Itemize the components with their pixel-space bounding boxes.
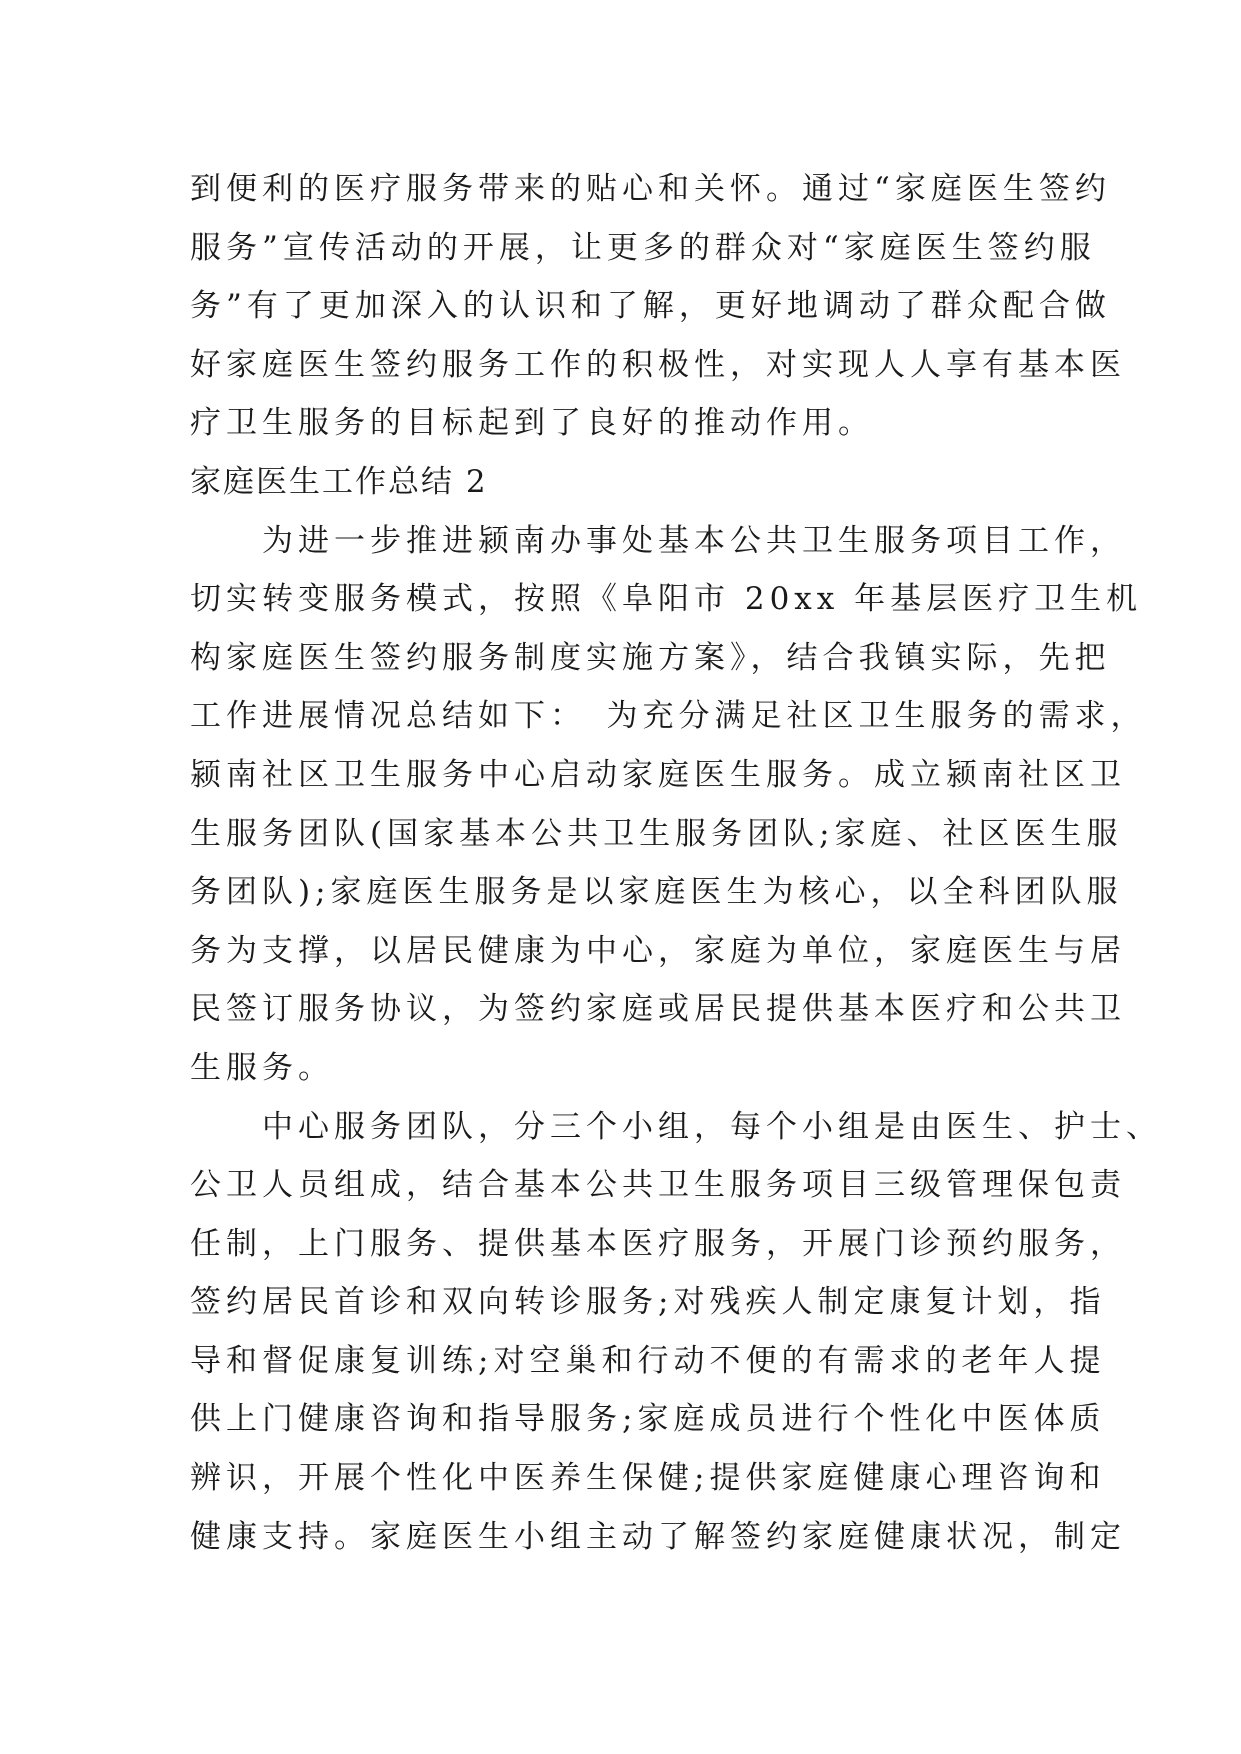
text-line: 疗卫生服务的目标起到了良好的推动作用。 — [190, 405, 874, 442]
paragraph-1 — [190, 512, 1147, 1098]
text-line: 辨识，开展个性化中医养生保健;提供家庭健康心理咨询和 — [190, 1460, 1106, 1497]
text-line: 构家庭医生签约服务制度实施方案》，结合我镇实际，先把 — [190, 639, 1111, 676]
paragraph-continuation — [190, 160, 1126, 453]
text-line: 服务”宣传活动的开展，让更多的群众对“家庭医生签约服 — [190, 229, 1096, 266]
text-line: 生服务团队(国家基本公共卫生服务团队;家庭、社区医生服 — [190, 815, 1123, 852]
text-line: 签约居民首诊和双向转诊服务;对残疾人制定康复计划，指 — [190, 1284, 1106, 1321]
text-line: 任制，上门服务、提供基本医疗服务，开展门诊预约服务， — [190, 1225, 1126, 1262]
text-line: 供上门健康咨询和指导服务;家庭成员进行个性化中医体质 — [190, 1401, 1106, 1438]
paragraph-2 — [190, 1098, 1162, 1567]
text-line: 公卫人员组成，结合基本公共卫生服务项目三级管理保包责 — [190, 1167, 1126, 1204]
text-line: 健康支持。家庭医生小组主动了解签约家庭健康状况，制定 — [190, 1518, 1126, 1555]
section-heading: 家庭医生工作总结 2 — [190, 463, 488, 500]
text-line: 中心服务团队，分三个小组，每个小组是由医生、护士、 — [190, 1108, 1162, 1145]
text-line: 务为支撑，以居民健康为中心，家庭为单位，家庭医生与居 — [190, 932, 1126, 969]
text-line: 为进一步推进颍南办事处基本公共卫生服务项目工作， — [190, 522, 1126, 559]
text-line: 导和督促康复训练;对空巢和行动不便的有需求的老年人提 — [190, 1342, 1106, 1379]
text-line: 好家庭医生签约服务工作的积极性，对实现人人享有基本医 — [190, 346, 1126, 383]
text-line: 颍南社区卫生服务中心启动家庭医生服务。成立颍南社区卫 — [190, 756, 1126, 793]
text-line: 生服务。 — [190, 1049, 334, 1086]
document-body — [190, 160, 1162, 1566]
text-line: 务团队);家庭医生服务是以家庭医生为核心，以全科团队服 — [190, 874, 1123, 911]
text-line: 务”有了更加深入的认识和了解，更好地调动了群众配合做 — [190, 288, 1111, 325]
text-line: 到便利的医疗服务带来的贴心和关怀。通过“家庭医生签约 — [190, 171, 1111, 207]
text-line: 民签订服务协议，为签约家庭或居民提供基本医疗和公共卫 — [190, 991, 1126, 1028]
text-line: 工作进展情况总结如下： 为充分满足社区卫生服务的需求， — [190, 698, 1147, 735]
text-line: 切实转变服务模式，按照《阜阳市 20xx 年基层医疗卫生机 — [190, 581, 1143, 618]
